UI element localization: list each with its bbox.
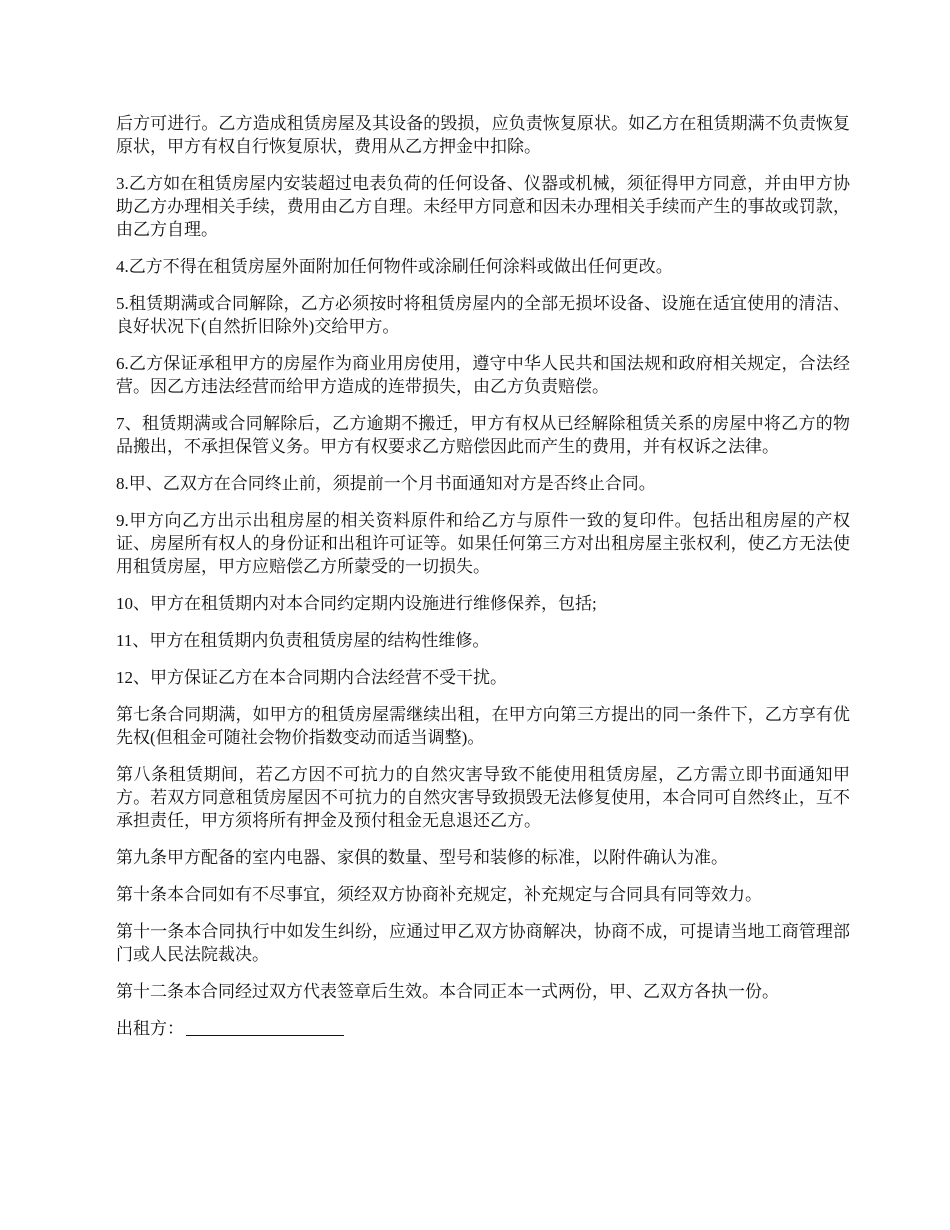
paragraph-clause-7: 7、租赁期满或合同解除后，乙方逾期不搬迁，甲方有权从已经解除租赁关系的房屋中将乙方的物品搬出，不承担保管义务。甲方有权要求乙方赔偿因此而产生的费用，并有权诉之法律。 bbox=[116, 414, 850, 456]
paragraph-clause-5: 5.租赁期满或合同解除，乙方必须按时将租赁房屋内的全部无损坏设备、设施在适宜使用的清洁、良好状况下(自然折旧除外)交给甲方。 bbox=[116, 294, 850, 336]
paragraph-article-11: 第十一条本合同执行中如发生纠纷，应通过甲乙双方协商解决，协商不成，可提请当地工商管理部门或人民法院裁决。 bbox=[116, 922, 850, 964]
paragraph-article-8: 第八条租赁期间，若乙方因不可抗力的自然灾害导致不能使用租赁房屋，乙方需立即书面通知甲方。若双方同意租赁房屋因不可抗力的自然灾害导致损毁无法修复使用，本合同可自然终止，互不承担责任，甲方须将所有押金及预付租金无息退还乙方。 bbox=[116, 765, 850, 830]
paragraph-continuation: 后方可进行。乙方造成租赁房屋及其设备的毁损，应负责恢复原状。如乙方在租赁期满不负责恢复原状，甲方有权自行恢复原状，费用从乙方押金中扣除。 bbox=[116, 114, 850, 156]
paragraph-article-10: 第十条本合同如有不尽事宜，须经双方协商补充规定，补充规定与合同具有同等效力。 bbox=[116, 885, 762, 904]
paragraph-clause-3: 3.乙方如在租赁房屋内安装超过电表负荷的任何设备、仪器或机械，须征得甲方同意，并由甲方协助乙方办理相关手续，费用由乙方自理。未经甲方同意和因未办理相关手续而产生的事故或罚款，由乙方自理。 bbox=[116, 174, 850, 239]
paragraph-article-9: 第九条甲方配备的室内电器、家俱的数量、型号和装修的标准，以附件确认为准。 bbox=[116, 848, 728, 867]
paragraph-clause-4: 4.乙方不得在租赁房屋外面附加任何物件或涂刷任何涂料或做出任何更改。 bbox=[116, 257, 673, 276]
paragraph-article-7: 第七条合同期满，如甲方的租赁房屋需继续出租，在甲方向第三方提出的同一条件下，乙方享有优先权(但租金可随社会物价指数变动而适当调整)。 bbox=[116, 705, 850, 747]
lessor-signature-line bbox=[186, 1017, 344, 1036]
signature-block bbox=[116, 1017, 850, 1040]
paragraph-clause-8: 8.甲、乙双方在合同终止前，须提前一个月书面通知对方是否终止合同。 bbox=[116, 474, 656, 493]
lessor-label: 出租方： bbox=[116, 1019, 184, 1038]
paragraph-clause-12: 12、甲方保证乙方在本合同期内合法经营不受干扰。 bbox=[116, 668, 507, 687]
paragraph-article-12: 第十二条本合同经过双方代表签章后生效。本合同正本一式两份，甲、乙双方各执一份。 bbox=[116, 982, 779, 1001]
paragraph-clause-6: 6.乙方保证承租甲方的房屋作为商业用房使用，遵守中华人民共和国法规和政府相关规定，合法经营。因乙方违法经营而给甲方造成的连带损失，由乙方负责赔偿。 bbox=[116, 354, 850, 396]
paragraph-clause-11: 11、甲方在租赁期内负责租赁房屋的结构性维修。 bbox=[116, 631, 490, 650]
paragraph-clause-9: 9.甲方向乙方出示出租房屋的相关资料原件和给乙方与原件一致的复印件。包括出租房屋的产权证、房屋所有权人的身份证和出租许可证等。如果任何第三方对出租房屋主张权利，使乙方无法使用租赁房屋，甲方应赔偿乙方所蒙受的一切损失。 bbox=[116, 511, 850, 576]
paragraph-clause-10: 10、甲方在租赁期内对本合同约定期内设施进行维修保养，包括; bbox=[116, 594, 597, 613]
